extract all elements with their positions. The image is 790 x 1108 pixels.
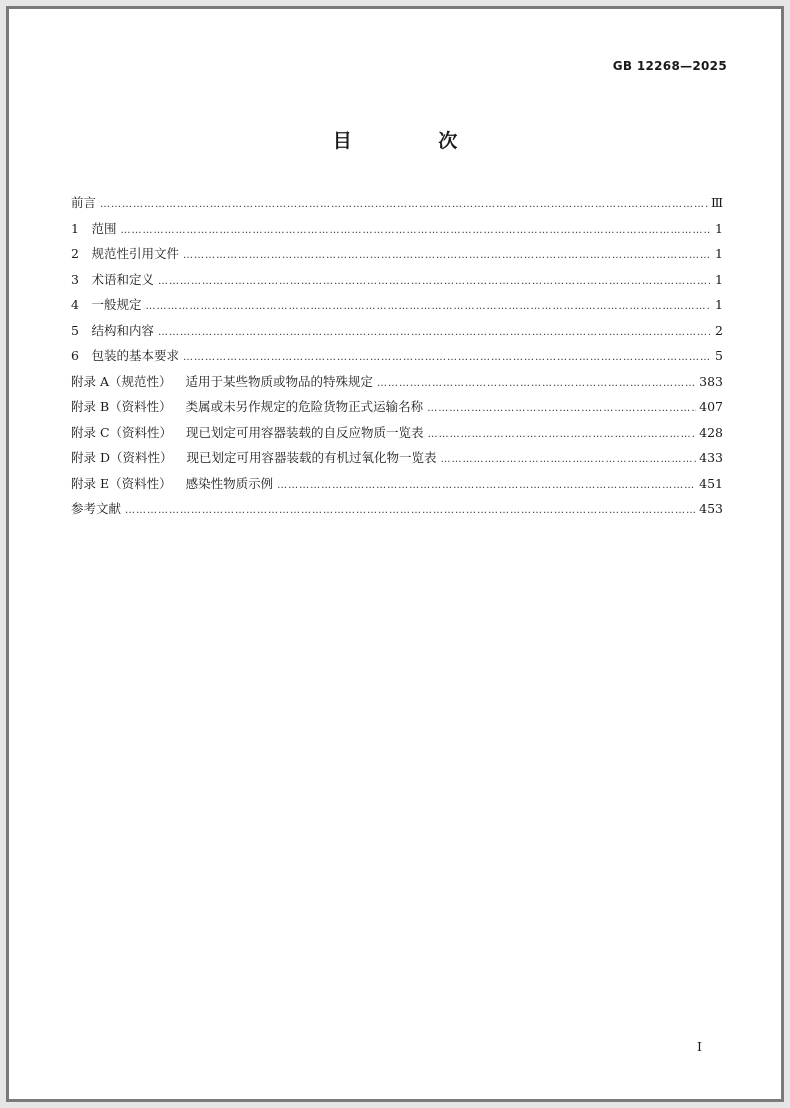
- page-title: 目 次: [332, 130, 498, 152]
- toc-entry-label: 附录 B（资料性）: [71, 399, 172, 414]
- toc-entry-label: 附录 D（资料性）: [71, 450, 173, 465]
- toc-entry-page: 1: [715, 297, 723, 312]
- dot-leader: [120, 225, 710, 236]
- toc-entry-label: 前言: [71, 195, 97, 210]
- toc-entry-page: Ⅲ: [710, 195, 723, 210]
- toc-entry[interactable]: [71, 321, 723, 347]
- toc-entry-annex-a[interactable]: [71, 372, 723, 398]
- dot-leader: [277, 480, 696, 491]
- toc-entry-annex-c[interactable]: [71, 423, 723, 449]
- toc-entry-label: 附录 C（资料性）: [71, 424, 173, 440]
- dot-leader: [427, 403, 696, 414]
- table-of-contents: [71, 193, 723, 525]
- toc-entry-subtitle: 现已划定可用容器装载的自反应物质一览表: [186, 424, 424, 440]
- page-number: I: [697, 1039, 702, 1054]
- toc-entry[interactable]: [71, 244, 723, 270]
- toc-entry-page: 451: [699, 475, 723, 491]
- toc-entry[interactable]: [71, 346, 723, 372]
- toc-entry-page: 453: [699, 501, 723, 516]
- dot-leader: [145, 301, 710, 312]
- toc-entry-page: 383: [699, 373, 723, 389]
- toc-entry-page: 407: [699, 399, 723, 414]
- toc-entry[interactable]: [71, 270, 723, 296]
- toc-entry-annex-b[interactable]: [71, 397, 723, 423]
- toc-entry-label: 附录 E（资料性）: [71, 475, 172, 491]
- document-page: [6, 6, 784, 1102]
- toc-entry-page: 5: [715, 348, 723, 363]
- dot-leader: [183, 250, 710, 261]
- toc-entry[interactable]: [71, 193, 723, 219]
- toc-entry-page: 1: [715, 271, 723, 287]
- toc-entry-label: 2 规范性引用文件: [71, 246, 179, 261]
- dot-leader: [377, 378, 696, 389]
- toc-entry-label: 4 一般规定: [71, 297, 142, 312]
- toc-entry-label: 3 术语和定义: [71, 271, 154, 287]
- toc-entry-annex-d[interactable]: [71, 448, 723, 474]
- toc-entry-page: 2: [715, 322, 723, 338]
- toc-entry-label: 6 包装的基本要求: [71, 348, 179, 363]
- standard-number: GB 12268—2025: [612, 59, 727, 73]
- toc-entry-subtitle: 适用于某些物质或物品的特殊规定: [185, 373, 374, 389]
- toc-entry-subtitle: 现已划定可用容器装载的有机过氧化物一览表: [186, 450, 437, 465]
- dot-leader: [158, 276, 710, 287]
- toc-entry-page: 428: [699, 424, 723, 440]
- dot-leader: [100, 199, 708, 210]
- toc-entry[interactable]: [71, 219, 723, 245]
- dot-leader: [441, 454, 697, 465]
- toc-entry-page: 433: [699, 450, 723, 465]
- toc-entry-label: 1 范围: [71, 220, 117, 236]
- toc-entry[interactable]: [71, 295, 723, 321]
- dot-leader: [125, 505, 696, 516]
- toc-entry-label: 参考文献: [71, 501, 122, 516]
- toc-entry-bibliography[interactable]: [71, 499, 723, 525]
- toc-entry-label: 附录 A（规范性）: [71, 373, 172, 389]
- dot-leader: [183, 352, 710, 363]
- toc-entry-page: 1: [715, 246, 723, 261]
- dot-leader: [428, 429, 697, 440]
- dot-leader: [158, 327, 710, 338]
- toc-entry-subtitle: 感染性物质示例: [185, 475, 274, 491]
- toc-entry-subtitle: 类属或未另作规定的危险货物正式运输名称: [185, 399, 424, 414]
- toc-entry-annex-e[interactable]: [71, 474, 723, 500]
- toc-entry-label: 5 结构和内容: [71, 322, 154, 338]
- toc-entry-page: 1: [715, 220, 723, 236]
